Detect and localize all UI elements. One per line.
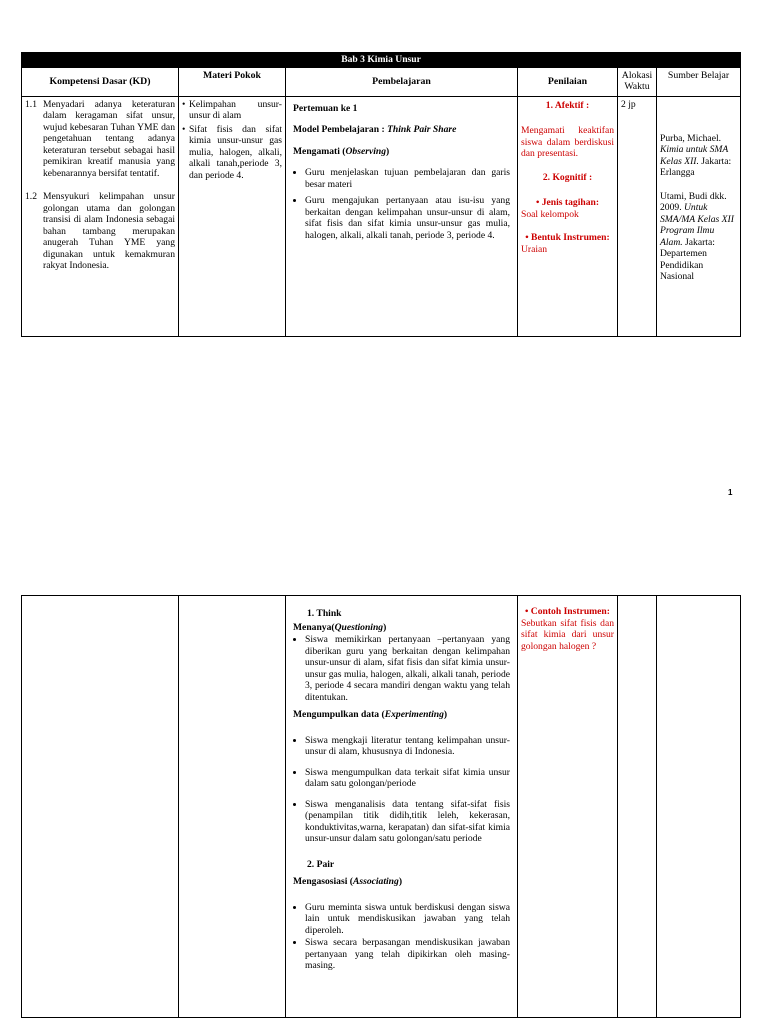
model-pembelajaran: Model Pembelajaran : Think Pair Share [293, 124, 457, 135]
contoh-instrumen-text: Sebutkan sifat fisis dan sifat kimia dari unsur golongan halogen ? [521, 617, 614, 652]
pertemuan-label: Pertemuan ke 1 [293, 102, 358, 114]
list-item: • Guru mengajukan pertanyaan atau isu-isu yang berkaitan dengan kelimpahan unsur-unsur di alam, sifat fisis dan sifat kimia unsur-unsur gas mulia, halogen, alkali, alkali tanah, periode 3, periode 4. [305, 195, 510, 241]
table-title: Bab 3 Kimia Unsur [22, 53, 741, 68]
mengamati-heading: Mengamati (Observing) [293, 145, 390, 157]
alokasi-cell-empty [618, 596, 657, 1018]
afektif-text: Mengamati keaktifan siswa dalam berdiskusi dan presentasi. [521, 125, 614, 159]
list-item: • Siswa secara berpasangan mendiskusikan jawaban pertanyaan yang telah dipikirkan oleh masing-masing. [305, 937, 510, 972]
source-reference: Purba, Michael. Kimia untuk SMA Kelas XII. Jakarta: Erlangga [660, 132, 732, 178]
jenis-tagihan-heading: • Jenis tagihan: [535, 197, 600, 208]
mengasosiasi-heading: Mengasosiasi (Associating) [293, 876, 403, 887]
header-kompetensi-dasar: Kompetensi Dasar (KD) [22, 67, 179, 96]
materi-cell-empty [179, 596, 286, 1018]
list-item: • Guru menjelaskan tujuan pembelajaran dan garis besar materi [305, 167, 510, 190]
header-sumber-belajar: Sumber Belajar [657, 67, 741, 96]
pair-heading: 2. Pair [307, 858, 335, 870]
bentuk-instrumen-heading: • Bentuk Instrumen: [525, 232, 610, 243]
materi-cell [179, 96, 286, 336]
mengumpulkan-heading: Mengumpulkan data (Experimenting) [293, 709, 448, 720]
page-number: 1 [728, 488, 733, 497]
header-pembelajaran: Pembelajaran [286, 67, 518, 96]
kd-cell-empty [22, 596, 179, 1018]
list-item: • Siswa menganalisis data tentang sifat-sifat fisis (penampilan titik didih,titik leleh, kekerasan, konduktivitas,warna, kerapatan) dan sifat-sifat kimia unsur-unsur dalam satu golongan/satu periode [305, 799, 510, 845]
list-item: • Siswa mengkaji literatur tentang kelimpahan unsur-unsur di alam, khususnya di Indonesia. [305, 735, 510, 758]
alokasi-cell: 2 jp [618, 96, 657, 336]
bentuk-instrumen-text: Uraian [521, 243, 548, 255]
kd-cell [22, 96, 179, 336]
penilaian-cell [518, 96, 618, 336]
think-heading: 1. Think [307, 608, 342, 619]
menanya-heading: Menanya(Questioning) [293, 621, 387, 633]
pembelajaran-cell [286, 96, 518, 336]
kognitif-heading: 2. Kognitif : [542, 171, 593, 183]
rpp-table-page-2 [21, 595, 741, 1018]
sumber-cell [657, 96, 741, 336]
list-item: • Guru meminta siswa untuk berdiskusi dengan siswa lain untuk mendiskusikan jawaban yang telah diperoleh. [305, 902, 510, 937]
header-materi-pokok: Materi Pokok [179, 67, 286, 96]
header-penilaian: Penilaian [518, 67, 618, 96]
list-item: • Siswa mengumpulkan data terkait sifat kimia unsur dalam satu golongan/periode [305, 767, 510, 790]
materi-item: • Sifat fisis dan sifat kimia unsur-unsur gas mulia, halogen, alkali, alkali tanah,periode 3, dan periode 4. [182, 123, 282, 181]
jenis-tagihan-text: Soal kelompok [521, 208, 579, 220]
list-item: • Siswa memikirkan pertanyaan –pertanyaan yang diberikan guru yang berkaitan dengan kelimpahan unsur-unsur di alam, sifat fisis dan sifat kimia unsur-unsur gas mulia, halogen, alkali, alkali tanah, periode 3, periode 4 secara mandiri dengan waktu yang telah ditentukan. [305, 634, 510, 703]
pembelajaran-cell [286, 596, 518, 1018]
afektif-heading: 1. Afektif : [545, 99, 590, 111]
materi-item: • Kelimpahan unsur-unsur di alam [182, 98, 282, 121]
kd-item: 1.2 Mensyukuri kelimpahan unsur golongan utama dan golongan transisi di alam Indonesia sebagai bahan tambang merupakan anugerah Tuhan YME yang digunakan untuk kemakmuran rakyat Indonesia. [25, 191, 175, 271]
kd-item: 1.1 Menyadari adanya keteraturan dalam keragaman sifat unsur, wujud kebesaran Tuhan YME dan pengetahuan tentang adanya keteraturan tersebut sebagai hasil pemikiran kreatif manusia yang kebenarannya bersifat tentatif. [25, 98, 175, 179]
source-reference: Utami, Budi dkk. 2009. Untuk SMA/MA Kelas XII Program Ilmu Alam. Jakarta: Departemen Pendidikan Nasional [660, 190, 734, 282]
rpp-table-page-1 [21, 52, 741, 337]
contoh-instrumen-heading: • Contoh Instrumen: [525, 606, 610, 617]
penilaian-cell [518, 596, 618, 1018]
header-alokasi-waktu: Alokasi Waktu [618, 67, 657, 96]
sumber-cell-empty [657, 596, 741, 1018]
